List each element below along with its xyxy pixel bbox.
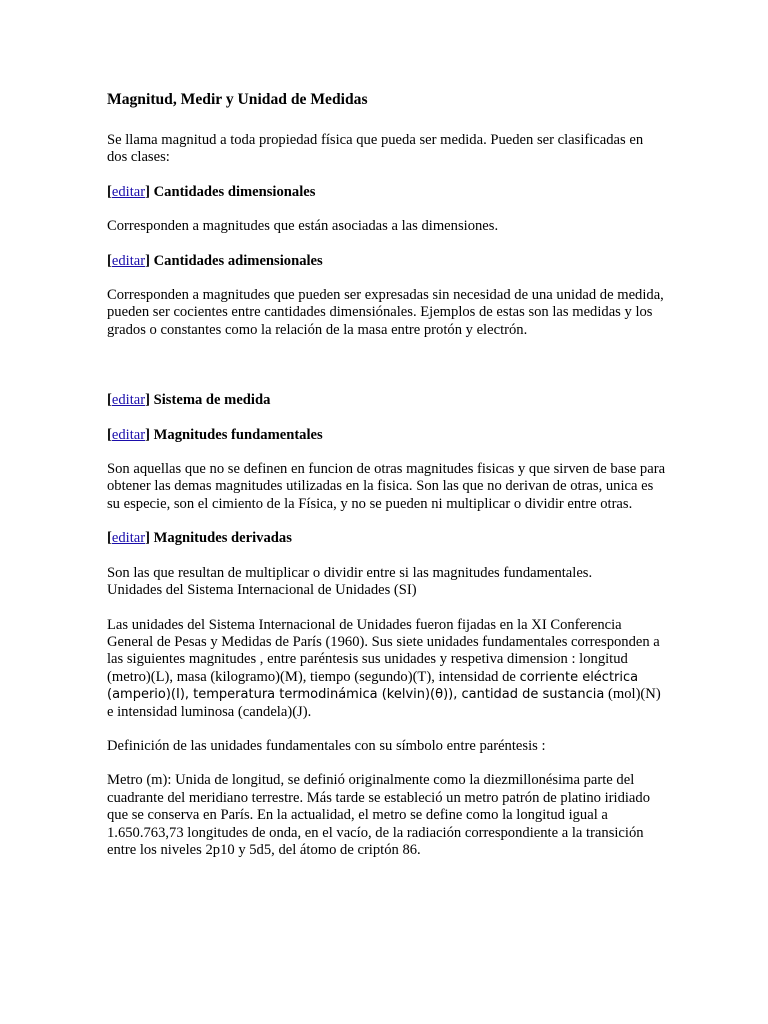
page-title: Magnitud, Medir y Unidad de Medidas	[107, 91, 368, 108]
si-paragraph-text-end: (mol)(N) e intensidad luminosa (candela)(J).	[107, 686, 661, 720]
edit-link[interactable]: editar	[111, 530, 146, 547]
section-heading-magnitudes-fundamentales: [editar] Magnitudes fundamentales	[107, 426, 323, 443]
section-heading-label: Cantidades dimensionales	[153, 183, 316, 200]
si-paragraph-text: Las unidades del Sistema Internacional de Unidades fueron fijadas en la XI Conferencia General de Pesas y Medidas de París (1960). Sus siete unidades fundamentales corresponden a las siguientes magnitudes , entre paréntesis sus unidades y respetiva dimension : longitud (metro)(L), masa (kilogramo)(M), tiempo (segundo)(T), intensidad de	[107, 616, 660, 685]
section-body-cantidades-adimensionales: Corresponden a magnitudes que pueden ser expresadas sin necesidad de una unidad de medida, pueden ser cocientes entre cantidades dimensiónales. Ejemplos de estas son las medidas y los grados o constantes como la relación de la masa entre protón y electrón.	[107, 287, 664, 338]
section-heading-cantidades-dimensionales: [editar] Cantidades dimensionales	[107, 183, 316, 200]
edit-link[interactable]: editar	[111, 426, 146, 443]
section-heading-label: Magnitudes derivadas	[153, 530, 292, 547]
section-heading-cantidades-adimensionales: [editar] Cantidades adimensionales	[107, 252, 323, 269]
section-heading-label: Sistema de medida	[153, 392, 271, 409]
section-body-cantidades-dimensionales: Corresponden a magnitudes que están asociadas a las dimensiones.	[107, 218, 499, 235]
definitions-intro: Definición de las unidades fundamentales con su símbolo entre paréntesis :	[107, 737, 546, 754]
edit-link[interactable]: editar	[111, 252, 146, 269]
document-page	[107, 90, 667, 876]
si-paragraph-sans-text: corriente eléctrica (amperio)(I), temperatura termodinámica (kelvin)(θ)), cantidad de sustancia	[107, 669, 639, 703]
edit-link[interactable]: editar	[111, 183, 146, 200]
section-heading-label: Cantidades adimensionales	[153, 252, 323, 269]
spacer	[107, 356, 667, 392]
section-heading-label: Magnitudes fundamentales	[153, 426, 323, 443]
si-paragraph	[107, 617, 667, 721]
section-body-magnitudes-derivadas: Son las que resultan de multiplicar o dividir entre si las magnitudes fundamentales.	[107, 564, 593, 581]
section-heading-sistema-de-medida: [editar] Sistema de medida	[107, 392, 271, 409]
metro-paragraph: Metro (m): Unida de longitud, se definió originalmente como la diezmillonésima parte del cuadrante del meridiano terrestre. Más tarde se estableció un metro patrón de platino iridiado que se conserva en París. En la actualidad, el metro se define como la longitud igual a 1.650.763,73 longitudes de onda, en el vacío, de la radiación correspondiente a la transición entre los niveles 2p10 y 5d5, del átomo de criptón 86.	[107, 772, 651, 858]
si-subheading: Unidades del Sistema Internacional de Unidades (SI)	[107, 582, 417, 599]
intro-paragraph: Se llama magnitud a toda propiedad física que pueda ser medida. Pueden ser clasificadas en dos clases:	[107, 132, 644, 166]
section-body-magnitudes-fundamentales: Son aquellas que no se definen en funcion de otras magnitudes fisicas y que sirven de base para obtener las demas magnitudes utilizadas en la fisica. Son las que no derivan de otras, unica es su especie, son el cimiento de la Física, y no se pueden ni multiplicar o dividir entre otras.	[107, 461, 666, 512]
section-heading-magnitudes-derivadas: [editar] Magnitudes derivadas	[107, 530, 292, 547]
edit-link[interactable]: editar	[111, 392, 146, 409]
